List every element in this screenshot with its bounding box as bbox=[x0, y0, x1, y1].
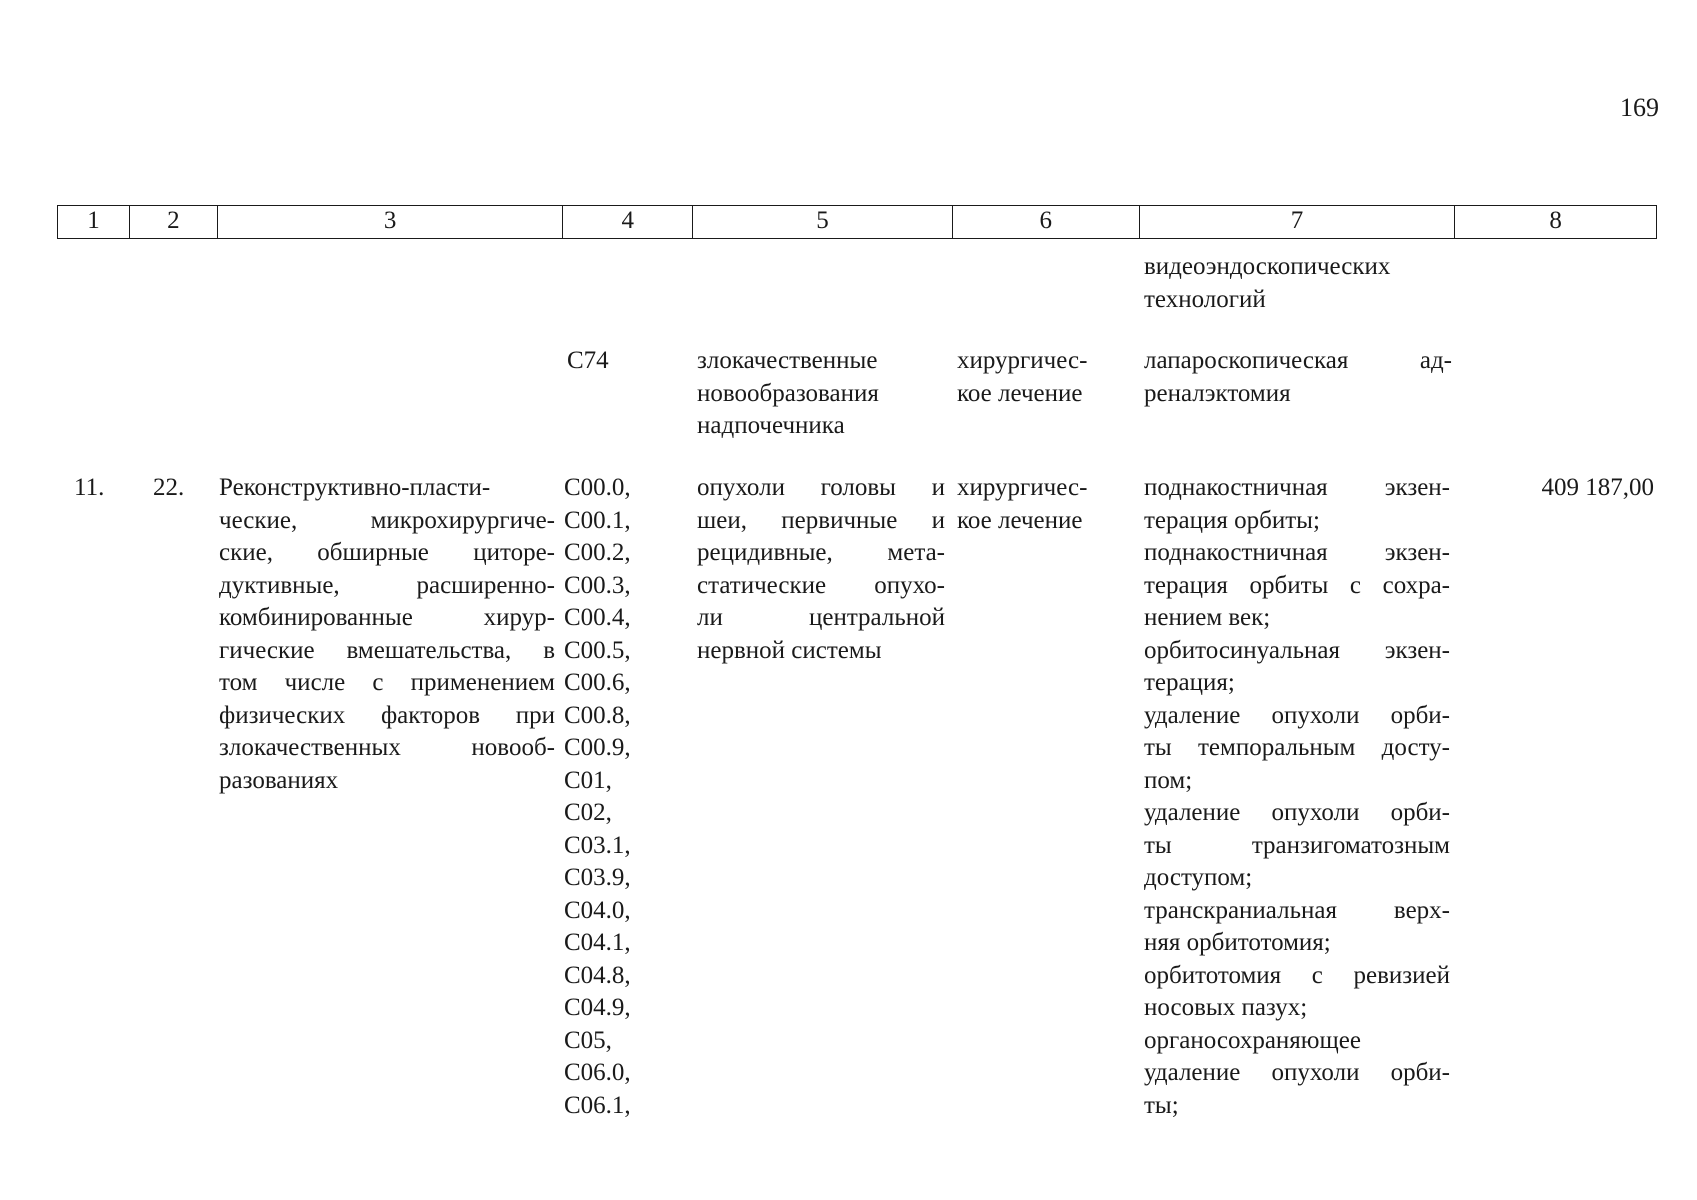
text-line: видеоэндоскопических bbox=[1144, 253, 1391, 280]
row-11-diagnosis bbox=[697, 472, 945, 667]
header-col-5: 5 bbox=[693, 206, 953, 238]
icd-code: C00.4, bbox=[564, 604, 631, 631]
text-line: том числе с применением bbox=[219, 669, 555, 696]
text-line: терация орбиты с сохра- bbox=[1144, 571, 1450, 599]
header-col-3: 3 bbox=[218, 206, 564, 238]
row-11-methods bbox=[1144, 472, 1450, 1122]
text-line: реналэктомия bbox=[1144, 379, 1291, 407]
icd-code: C00.8, bbox=[564, 701, 631, 729]
text-line: ли центральной bbox=[697, 604, 945, 631]
row-c74-method bbox=[1144, 345, 1452, 410]
table-header-row bbox=[57, 205, 1657, 239]
text-line: физических факторов при bbox=[219, 701, 555, 729]
icd-code: C04.1, bbox=[564, 929, 631, 956]
row-c74-diagnosis bbox=[697, 345, 937, 443]
text-line: транскраниальная верх- bbox=[1144, 896, 1450, 924]
icd-code: C04.8, bbox=[564, 961, 631, 989]
icd-code: C03.9, bbox=[564, 864, 631, 891]
text-line: удаление опухоли орби- bbox=[1144, 1059, 1450, 1086]
header-col-1: 1 bbox=[58, 206, 130, 238]
icd-code: C00.5, bbox=[564, 636, 631, 664]
icd-code: C06.1, bbox=[564, 1091, 631, 1119]
row-11-codes bbox=[564, 472, 684, 1122]
text-line: злокачественных новооб- bbox=[219, 734, 555, 761]
text-line: опухоли головы и bbox=[697, 474, 945, 501]
row-11-group: 22. bbox=[153, 474, 185, 501]
text-line: шеи, первичные и bbox=[697, 506, 945, 534]
row-11-cost: 409 187,00 bbox=[1541, 474, 1654, 501]
icd-code: C01, bbox=[564, 766, 612, 794]
text-line: нением век; bbox=[1144, 604, 1271, 631]
text-line: поднакостничная экзен- bbox=[1144, 474, 1450, 501]
text-line: комбинированные хирур- bbox=[219, 604, 555, 631]
text-line: орбитотомия с ревизией bbox=[1144, 961, 1450, 989]
text-line: ческие, микрохирургиче- bbox=[219, 506, 555, 534]
text-line: дуктивные, расширенно- bbox=[219, 571, 555, 599]
header-col-4: 4 bbox=[563, 206, 693, 238]
text-line: ты транзигоматозным bbox=[1144, 831, 1450, 859]
row-11-treatment bbox=[957, 472, 1137, 537]
row-c74-treatment bbox=[957, 345, 1137, 410]
text-line: хирургичес- bbox=[957, 474, 1088, 501]
text-line: терация; bbox=[1144, 669, 1235, 696]
icd-code: C00.0, bbox=[564, 474, 631, 501]
text-line: няя орбитотомия; bbox=[1144, 929, 1331, 956]
text-line: удаление опухоли орби- bbox=[1144, 799, 1450, 826]
icd-code: C02, bbox=[564, 799, 612, 826]
text-line: новообразования bbox=[697, 379, 879, 407]
text-line: удаление опухоли орби- bbox=[1144, 701, 1450, 729]
row-c74-code: C74 bbox=[567, 347, 609, 374]
icd-code: C03.1, bbox=[564, 831, 631, 859]
text-line: ты; bbox=[1144, 1091, 1179, 1119]
cont-row-col7 bbox=[1144, 251, 1464, 316]
text-line: технологий bbox=[1144, 285, 1266, 313]
icd-code: C04.0, bbox=[564, 896, 631, 924]
text-line: поднакостничная экзен- bbox=[1144, 539, 1450, 566]
icd-code: C00.3, bbox=[564, 571, 631, 599]
text-line: рецидивные, мета- bbox=[697, 539, 945, 566]
text-line: кое лечение bbox=[957, 506, 1083, 534]
text-line: кое лечение bbox=[957, 379, 1083, 407]
text-line: статические опухо- bbox=[697, 571, 945, 599]
page-number: 169 bbox=[1620, 93, 1659, 122]
header-col-2: 2 bbox=[130, 206, 218, 238]
header-col-6: 6 bbox=[953, 206, 1140, 238]
text-line: органосохраняющее bbox=[1144, 1026, 1361, 1054]
text-line: Реконструктивно-пласти- bbox=[219, 474, 491, 501]
text-line: злокачественные bbox=[697, 347, 878, 374]
header-col-8: 8 bbox=[1549, 207, 1562, 234]
icd-code: C05, bbox=[564, 1026, 612, 1054]
icd-code: C06.0, bbox=[564, 1059, 631, 1086]
row-11-procedure-name bbox=[219, 472, 555, 797]
text-line: хирургичес- bbox=[957, 347, 1088, 374]
text-line: разованиях bbox=[219, 766, 339, 794]
icd-code: C00.9, bbox=[564, 734, 631, 761]
text-line: лапароскопическая ад- bbox=[1144, 347, 1452, 374]
text-line: носовых пазух; bbox=[1144, 994, 1308, 1021]
text-line: гические вмешательства, в bbox=[219, 636, 555, 664]
icd-code: C00.6, bbox=[564, 669, 631, 696]
text-line: терация орбиты; bbox=[1144, 506, 1320, 534]
text-line: орбитосинуальная экзен- bbox=[1144, 636, 1450, 664]
text-line: ты темпоральным досту- bbox=[1144, 734, 1450, 761]
row-11-number: 11. bbox=[74, 474, 105, 501]
icd-code: C00.1, bbox=[564, 506, 631, 534]
icd-code: C00.2, bbox=[564, 539, 631, 566]
text-line: доступом; bbox=[1144, 864, 1253, 891]
text-line: нервной системы bbox=[697, 636, 882, 664]
text-line: надпочечника bbox=[697, 412, 845, 439]
text-line: ские, обширные циторе- bbox=[219, 539, 555, 566]
text-line: пом; bbox=[1144, 766, 1193, 794]
header-col-7: 7 bbox=[1140, 206, 1456, 238]
icd-code: C04.9, bbox=[564, 994, 631, 1021]
